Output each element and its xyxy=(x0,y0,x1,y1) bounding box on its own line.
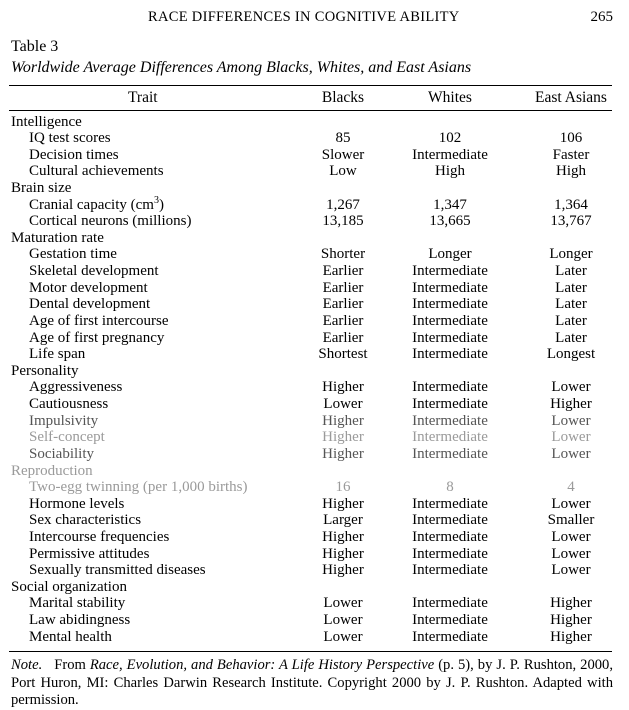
trait-text: Permissive attitudes xyxy=(29,545,150,562)
value-whites: Intermediate xyxy=(412,263,488,280)
value-whites: Intermediate xyxy=(412,329,488,346)
table-row xyxy=(0,512,629,529)
note-text-after: (p. 5), by J. P. Rushton, 2000, Port Huron, MI: Charles Darwin Research Institute. Copyright 2000 by J. P. Rushton. Adapted with permission. xyxy=(11,657,613,709)
running-head-title: RACE DIFFERENCES IN COGNITIVE ABILITY xyxy=(148,9,460,25)
value-blacks: Lower xyxy=(323,396,363,413)
trait-text: Motor development xyxy=(29,279,148,296)
value-blacks: Earlier xyxy=(322,296,364,313)
value-whites: Intermediate xyxy=(412,312,488,329)
value-east-asians: Later xyxy=(555,329,587,346)
table-label: Table 3 xyxy=(11,38,59,55)
table-row xyxy=(0,595,629,612)
value-whites: Intermediate xyxy=(412,529,488,545)
value-whites: Intermediate xyxy=(412,429,488,446)
value-blacks: Lower xyxy=(323,595,363,612)
value-east-asians: Lower xyxy=(551,495,591,512)
table-row xyxy=(0,194,629,214)
note-label: Note. xyxy=(11,657,43,673)
value-east-asians: Higher xyxy=(550,612,592,629)
trait-text-end: ) xyxy=(158,196,164,213)
table-section-row xyxy=(0,180,629,197)
section-heading xyxy=(11,180,71,197)
value-east-asians: Longest xyxy=(546,346,596,363)
value-blacks: Lower xyxy=(323,628,363,645)
table-section-row xyxy=(0,579,629,596)
value-whites: Intermediate xyxy=(412,146,488,163)
value-whites: Intermediate xyxy=(412,495,488,512)
trait-label xyxy=(29,396,108,413)
value-whites: Intermediate xyxy=(412,346,488,363)
page-number: 265 xyxy=(590,9,613,25)
table-row xyxy=(0,429,629,446)
table-header xyxy=(0,89,629,107)
value-blacks: Higher xyxy=(322,445,364,462)
value-whites: 102 xyxy=(438,130,462,147)
trait-text: Cortical neurons (millions) xyxy=(29,213,192,230)
table-row xyxy=(0,313,629,330)
section-heading xyxy=(11,230,104,247)
value-east-asians: 4 xyxy=(567,479,575,496)
value-blacks: Low xyxy=(329,163,357,180)
value-blacks: Earlier xyxy=(322,312,364,329)
trait-label xyxy=(29,413,98,430)
trait-text: Age of first intercourse xyxy=(29,312,169,329)
trait-label xyxy=(29,246,117,263)
trait-label xyxy=(29,562,206,579)
trait-label xyxy=(29,612,130,629)
value-whites: Intermediate xyxy=(412,562,488,579)
table-row xyxy=(0,280,629,297)
trait-label xyxy=(29,313,169,330)
value-east-asians: Lower xyxy=(551,529,591,545)
value-blacks: Higher xyxy=(322,495,364,512)
trait-label xyxy=(29,280,148,297)
table-row xyxy=(0,163,629,180)
table-row xyxy=(0,213,629,230)
trait-label xyxy=(29,330,164,347)
table-row xyxy=(0,263,629,280)
table-row xyxy=(0,496,629,513)
value-blacks: Higher xyxy=(322,412,364,429)
trait-label xyxy=(29,496,124,513)
value-east-asians: 1,364 xyxy=(554,196,588,213)
value-east-asians: Lower xyxy=(551,429,591,446)
trait-text: Impulsivity xyxy=(29,412,99,429)
trait-text: Marital stability xyxy=(29,595,126,612)
trait-text: Aggressiveness xyxy=(29,379,123,396)
trait-text: Intercourse frequencies xyxy=(29,529,170,545)
value-east-asians: Longer xyxy=(549,246,593,263)
value-east-asians: 13,767 xyxy=(550,213,592,230)
trait-label xyxy=(29,163,164,180)
table-row xyxy=(0,296,629,313)
trait-label xyxy=(29,446,94,463)
trait-text: Skeletal development xyxy=(29,263,159,280)
section-heading xyxy=(11,463,93,480)
table-row xyxy=(0,346,629,363)
value-east-asians: High xyxy=(556,163,586,180)
value-whites: Intermediate xyxy=(412,612,488,629)
table-row xyxy=(0,147,629,164)
value-east-asians: Higher xyxy=(550,595,592,612)
value-blacks: Lower xyxy=(323,612,363,629)
value-blacks: Higher xyxy=(322,379,364,396)
trait-text: Intelligence xyxy=(11,113,82,130)
trait-text: Personality xyxy=(11,362,79,379)
value-east-asians: Faster xyxy=(552,146,590,163)
header-blacks: Blacks xyxy=(321,89,365,106)
value-blacks: 85 xyxy=(335,130,351,147)
value-blacks: Slower xyxy=(321,146,365,163)
value-whites: 1,347 xyxy=(433,196,467,213)
value-blacks: Larger xyxy=(323,512,363,529)
trait-text: Decision times xyxy=(29,146,119,163)
trait-text: Brain size xyxy=(11,179,72,196)
value-east-asians: Higher xyxy=(550,396,592,413)
trait-label xyxy=(29,147,119,164)
value-whites: Intermediate xyxy=(412,379,488,396)
trait-text: Cautiousness xyxy=(29,396,109,413)
table-caption: Worldwide Average Differences Among Blacks, Whites, and East Asians xyxy=(11,59,472,76)
value-whites: Intermediate xyxy=(412,512,488,529)
value-blacks: 13,185 xyxy=(322,213,364,230)
trait-label xyxy=(29,629,112,646)
trait-label xyxy=(29,512,141,529)
note-text-before: From xyxy=(54,657,90,673)
table-row xyxy=(0,246,629,263)
table-section-row xyxy=(0,114,629,131)
value-blacks: Higher xyxy=(322,429,364,446)
table-row xyxy=(0,130,629,147)
trait-label xyxy=(29,194,164,214)
value-east-asians: Higher xyxy=(550,628,592,645)
table-header-rule xyxy=(9,110,612,111)
value-blacks: 1,267 xyxy=(326,196,360,213)
trait-label xyxy=(29,546,149,563)
value-blacks: Earlier xyxy=(322,263,364,280)
trait-label xyxy=(29,429,105,446)
value-whites: Intermediate xyxy=(412,396,488,413)
trait-text: Sex characteristics xyxy=(29,512,142,529)
table-row xyxy=(0,330,629,347)
value-whites: Intermediate xyxy=(412,545,488,562)
trait-label xyxy=(29,130,111,147)
table-row xyxy=(0,396,629,413)
value-blacks: Shortest xyxy=(318,346,368,363)
table-note xyxy=(11,657,613,710)
value-blacks: Earlier xyxy=(322,279,364,296)
value-blacks: Earlier xyxy=(322,329,364,346)
value-blacks: Shorter xyxy=(320,246,366,263)
trait-label xyxy=(29,529,169,546)
value-blacks: Higher xyxy=(322,529,364,545)
note-book-title: Race, Evolution, and Behavior: A Life History Perspective xyxy=(89,657,435,673)
trait-text: Gestation time xyxy=(29,246,117,263)
section-heading xyxy=(11,363,79,380)
trait-text: Mental health xyxy=(29,628,112,645)
trait-text: Social organization xyxy=(11,578,127,595)
trait-text: Sexually transmitted diseases xyxy=(29,562,206,579)
value-blacks: 16 xyxy=(335,479,351,496)
value-east-asians: Later xyxy=(555,296,587,313)
value-east-asians: 106 xyxy=(559,130,583,147)
value-east-asians: Later xyxy=(555,279,587,296)
table-row xyxy=(0,546,629,563)
table-bottom-rule xyxy=(9,651,612,652)
trait-text: Law abidingness xyxy=(29,612,131,629)
value-east-asians: Later xyxy=(555,312,587,329)
trait-text: Self-concept xyxy=(29,429,105,446)
trait-text: Sociability xyxy=(29,445,94,462)
value-whites: Intermediate xyxy=(412,279,488,296)
trait-label xyxy=(29,296,150,313)
trait-text: Cultural achievements xyxy=(29,163,164,180)
section-heading xyxy=(11,114,82,131)
value-whites: Intermediate xyxy=(412,296,488,313)
trait-text: Life span xyxy=(29,346,86,363)
table-row xyxy=(0,612,629,629)
trait-text: Dental development xyxy=(29,296,151,313)
trait-label xyxy=(29,263,159,280)
table-row xyxy=(0,529,629,546)
table-section-row xyxy=(0,463,629,480)
trait-text: Two-egg twinning (per 1,000 births) xyxy=(29,479,248,496)
table-row xyxy=(0,446,629,463)
value-blacks: Higher xyxy=(322,545,364,562)
value-east-asians: Lower xyxy=(551,545,591,562)
header-trait: Trait xyxy=(128,89,158,106)
value-whites: Intermediate xyxy=(412,445,488,462)
value-east-asians: Lower xyxy=(551,379,591,396)
header-east-asians: East Asians xyxy=(535,89,607,106)
trait-text: Cranial capacity (cm xyxy=(29,196,154,213)
trait-text: IQ test scores xyxy=(29,130,111,147)
table-row xyxy=(0,629,629,646)
value-whites: Intermediate xyxy=(412,628,488,645)
trait-label xyxy=(29,346,85,363)
value-east-asians: Smaller xyxy=(547,512,595,529)
header-whites: Whites xyxy=(428,89,472,106)
value-whites: Intermediate xyxy=(412,412,488,429)
table-row xyxy=(0,379,629,396)
trait-label xyxy=(29,479,248,496)
running-head xyxy=(0,9,629,29)
value-whites: Longer xyxy=(428,246,472,263)
table-row xyxy=(0,562,629,579)
value-east-asians: Lower xyxy=(551,412,591,429)
trait-text: Hormone levels xyxy=(29,495,125,512)
value-blacks: Higher xyxy=(322,562,364,579)
section-heading xyxy=(11,579,127,596)
value-whites: 13,665 xyxy=(429,213,471,230)
value-whites: 8 xyxy=(446,479,454,496)
table-section-row xyxy=(0,230,629,247)
value-whites: High xyxy=(435,163,465,180)
trait-text: Maturation rate xyxy=(11,229,104,246)
table-top-rule xyxy=(9,85,612,86)
table-row xyxy=(0,479,629,496)
value-east-asians: Later xyxy=(555,263,587,280)
trait-text: Age of first pregnancy xyxy=(29,329,165,346)
value-whites: Intermediate xyxy=(412,595,488,612)
table-row xyxy=(0,413,629,430)
table-section-row xyxy=(0,363,629,380)
value-east-asians: Lower xyxy=(551,445,591,462)
trait-label xyxy=(29,379,122,396)
trait-label xyxy=(29,213,191,230)
trait-label xyxy=(29,595,125,612)
value-east-asians: Lower xyxy=(551,562,591,579)
trait-text: Reproduction xyxy=(11,462,93,479)
trait-superscript: 3 xyxy=(153,194,159,206)
